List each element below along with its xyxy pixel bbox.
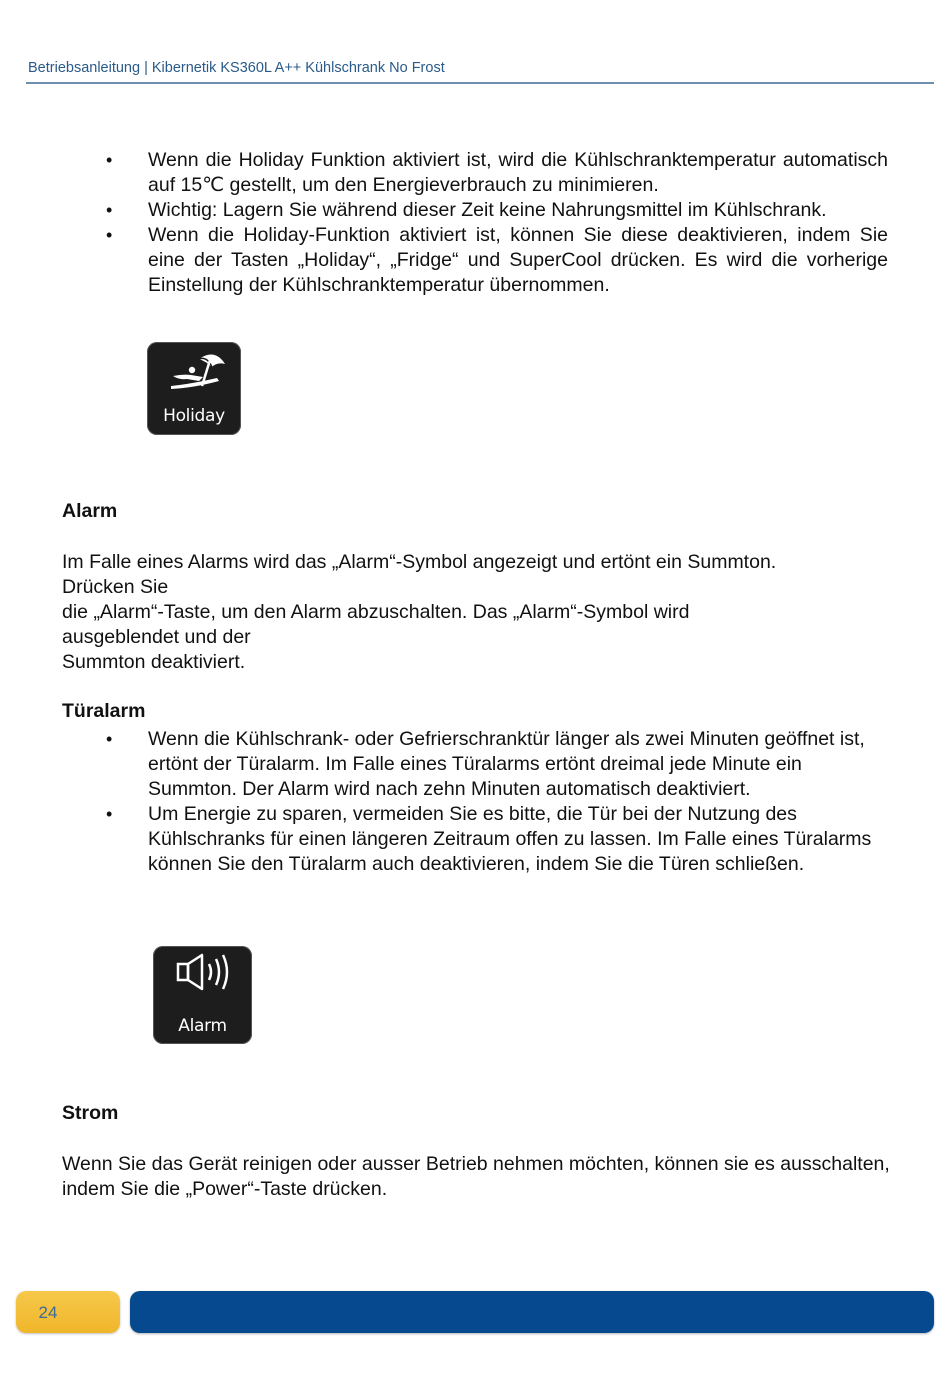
document-header: Betriebsanleitung | Kibernetik KS360L A++ Kühlschrank No Frost <box>28 60 445 76</box>
alarm-paragraph <box>62 550 892 675</box>
footer-bar <box>130 1291 934 1333</box>
header-divider <box>26 82 934 84</box>
holiday-button-icon <box>147 342 241 435</box>
alarm-heading: Alarm <box>62 500 118 522</box>
alarm-icon-label: Alarm <box>178 1016 227 1036</box>
page-number: 24 <box>38 1303 58 1322</box>
list-item: • Wenn die Holiday-Funktion aktiviert ist, können Sie diese deaktivieren, indem Sie eine der Tasten „Holiday“, „Fridge“ und SuperCool drücken. Es wird die vorherige Einstellung der Kühlschranktemperatur übernommen. <box>0 223 950 298</box>
list-item: • Wenn die Holiday Funktion aktiviert ist, wird die Kühlschranktemperatur automatisch auf 15℃ gestellt, um den Energieverbrauch zu minimieren. <box>0 148 950 198</box>
strom-heading: Strom <box>62 1102 119 1124</box>
tueralarm-heading: Türalarm <box>62 700 146 722</box>
tueralarm-bullet-list <box>0 727 950 877</box>
alarm-line: Summton deaktiviert. <box>62 651 246 673</box>
list-item: • Wenn die Kühlschrank- oder Gefrierschranktür länger als zwei Minuten geöffnet ist, ertönt der Türalarm. Im Falle eines Türalarms ertönt dreimal jede Minute ein Summton. Der Alarm wird nach zehn Minuten automatisch deaktiviert. <box>0 727 950 802</box>
page-number-badge <box>16 1291 120 1333</box>
holiday-bullet-list <box>0 148 950 298</box>
alarm-line: Im Falle eines Alarms wird das „Alarm“-Symbol angezeigt und ertönt ein Summton. <box>62 551 777 573</box>
alarm-button-icon <box>153 946 252 1044</box>
holiday-icon-label: Holiday <box>163 406 225 426</box>
list-item: • Um Energie zu sparen, vermeiden Sie es bitte, die Tür bei der Nutzung des Kühlschranks für einen längeren Zeitraum offen zu lassen. Im Falle eines Türalarms können Sie den Türalarm auch deaktivieren, indem Sie die Türen schließen. <box>0 802 950 877</box>
speaker-icon <box>153 946 252 1010</box>
beach-umbrella-icon <box>147 342 241 402</box>
strom-paragraph: Wenn Sie das Gerät reinigen oder ausser Betrieb nehmen möchten, können sie es ausschalten, indem Sie die „Power“-Taste drücken. <box>62 1153 890 1200</box>
alarm-line: die „Alarm“-Taste, um den Alarm abzuschalten. Das „Alarm“-Symbol wird <box>62 601 690 623</box>
alarm-line: Drücken Sie <box>62 576 169 598</box>
alarm-line: ausgeblendet und der <box>62 626 251 648</box>
list-item: • Wichtig: Lagern Sie während dieser Zeit keine Nahrungsmittel im Kühlschrank. <box>0 198 950 223</box>
